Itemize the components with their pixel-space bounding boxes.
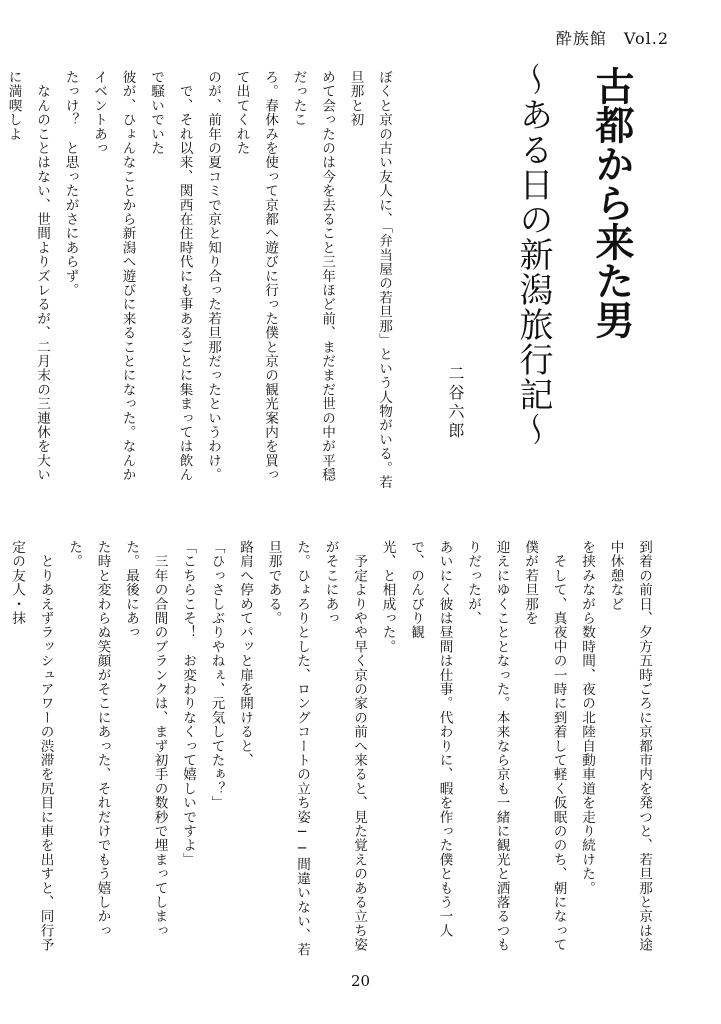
article-author: 二谷六郎 xyxy=(446,365,465,441)
page-number: 20 xyxy=(350,972,371,990)
article-title: 古都から来た男 xyxy=(589,66,634,339)
article-subtitle: ～ある日の新潟旅行記～ xyxy=(513,62,553,447)
body-text-bottom-section: 到着の前日、夕方五時ごろに京都市内を発つと、若旦那と京は途中休憩など を挟みながら数時間、夜の北陸自動車道を走り続けた。 そして、真夜中の一時に到着して軽く仮眠ののち、朝になって僕が若旦那を 迎えにゆくこととなった。本来なら京も一緒に観光と洒落るつもりだったが、 あいにく彼は昼間は仕事。代わりに、暇を作った僕ともう一人で、のんびり観 光、と相成った。 予定よりやや早く京の家の前へ来ると、見た覚えのある立ち姿がそこにあっ た。ひょろりとした、ロングコートの立ち姿──間違いない、若旦那である。 路肩へ停めてパッと扉を開けると、 「ひっさしぶりやねぇ、元気してたぁ？」 「こちらこそ！ お変わりなくって嬉しいですよ」 三年の合間のブランクは、まず初手の数秒で埋まってしまった。最後にあっ た時と変わらぬ笑顔がそこにあった、それだけでもう嬉しかった。 とりあえずラッシュアワーの渋滞を尻目に車を出すと、同行予定の友人・抹 xyxy=(9,540,652,957)
magazine-header: 酔族館 Vol.2 xyxy=(555,29,669,48)
body-text-top-section: ぼくと京の古い友人に、「弁当屋の若旦那」という人物がいる。若旦那と初 めて会ったのは今を去ること三年ほど前、まだまだ世の中が平穏だったこ ろ。春休みを使って京都へ遊びに行った僕と京の観光案内を買って出てくれた のが、前年の夏コミで京と知り合った若旦那だったというわけ。 で、それ以来、関西在住時代にも事あるごとに集まっては飲んで騒いでいた 彼が、ひょんなことから新潟へ遊びに来ることになった。なんかイベントあっ たっけ？ と思ったがさにあらず。 なんのことはない、世間よりズレるが、二月末の三連休を大いに満喫しよ xyxy=(5,70,392,490)
